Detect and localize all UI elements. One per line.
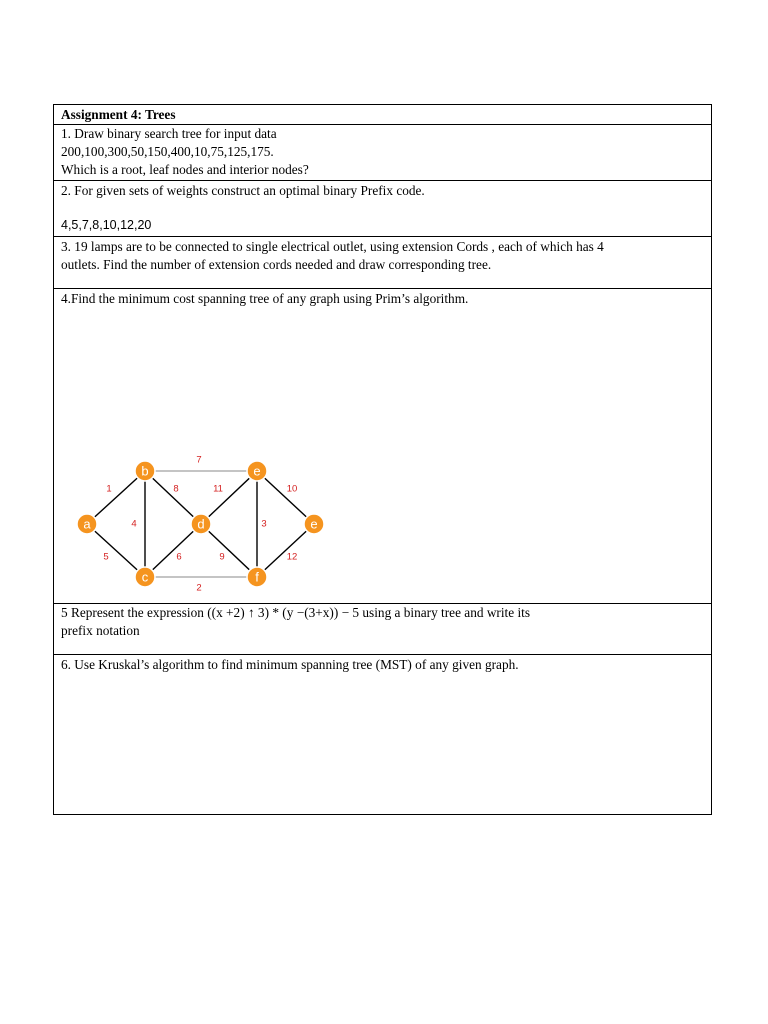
weight-label: 11: [213, 483, 223, 495]
weight-label: 4: [131, 518, 137, 530]
svg-text:b: b: [141, 463, 149, 479]
graph-node-f: [247, 567, 267, 587]
weight-label: 1: [106, 483, 112, 495]
graph-node-d: [191, 514, 211, 534]
weighted-graph-figure: [74, 453, 334, 593]
svg-text:e: e: [253, 463, 261, 479]
question-2: [54, 181, 711, 237]
q5-line2: prefix notation: [61, 623, 140, 638]
svg-text:c: c: [141, 569, 149, 585]
edge-a-c: [87, 524, 145, 577]
edge-e-e2: [257, 471, 314, 524]
svg-text:e: e: [310, 516, 318, 532]
svg-text:d: d: [197, 516, 205, 532]
graph-node-b: [135, 461, 155, 481]
question-1: [54, 125, 711, 181]
question-3: [54, 237, 711, 289]
edge-b-a: [87, 471, 145, 524]
weight-label: 7: [196, 454, 202, 466]
question-5: [54, 604, 711, 655]
assignment-table: [53, 104, 712, 815]
weight-label: 5: [103, 551, 109, 563]
graph-node-e: [247, 461, 267, 481]
graph-node-c: [135, 567, 155, 587]
question-4: [54, 289, 711, 604]
q2-line1: 2. For given sets of weights construct an optimal binary Prefix code.: [61, 183, 425, 198]
q1-line3: Which is a root, leaf nodes and interior nodes?: [61, 162, 309, 177]
q2-weights: 4,5,7,8,10,12,20: [61, 218, 152, 232]
weight-label: 8: [173, 483, 179, 495]
edge-d-f: [201, 524, 257, 577]
title-row: [54, 105, 711, 125]
q1-line1: 1. Draw binary search tree for input data: [61, 126, 277, 141]
svg-text:a: a: [83, 516, 91, 532]
q4-line1: 4.Find the minimum cost spanning tree of any graph using Prim’s algorithm.: [61, 291, 469, 306]
q5-line1: 5 Represent the expression ((x +2) ↑ 3) * (y −(3+x)) − 5 using a binary tree and write its: [61, 605, 531, 620]
weight-label: 2: [196, 582, 202, 594]
weight-label: 6: [176, 551, 182, 563]
edge-f-e2: [257, 524, 314, 577]
q3-line1: 3. 19 lamps are to be connected to single electrical outlet, using extension Cords , each of which has 4: [61, 239, 604, 254]
weight-label: 9: [219, 551, 225, 563]
edge-c-d: [145, 524, 201, 577]
question-6: [54, 655, 711, 813]
assignment-title: Assignment 4: Trees: [61, 107, 176, 122]
edge-b-d: [145, 471, 201, 524]
graph-node-a: [77, 514, 97, 534]
graph-node-e-right: [304, 514, 324, 534]
q1-line2: 200,100,300,50,150,400,10,75,125,175.: [61, 144, 274, 159]
q6-line1: 6. Use Kruskal’s algorithm to find minimum spanning tree (MST) of any given graph.: [61, 657, 519, 672]
weight-label: 10: [286, 483, 298, 495]
svg-text:f: f: [255, 569, 259, 585]
q3-line2: outlets. Find the number of extension cords needed and draw corresponding tree.: [61, 257, 492, 272]
weight-label: 12: [286, 551, 298, 563]
weight-label: 3: [261, 518, 267, 530]
edge-d-e: [201, 471, 257, 524]
